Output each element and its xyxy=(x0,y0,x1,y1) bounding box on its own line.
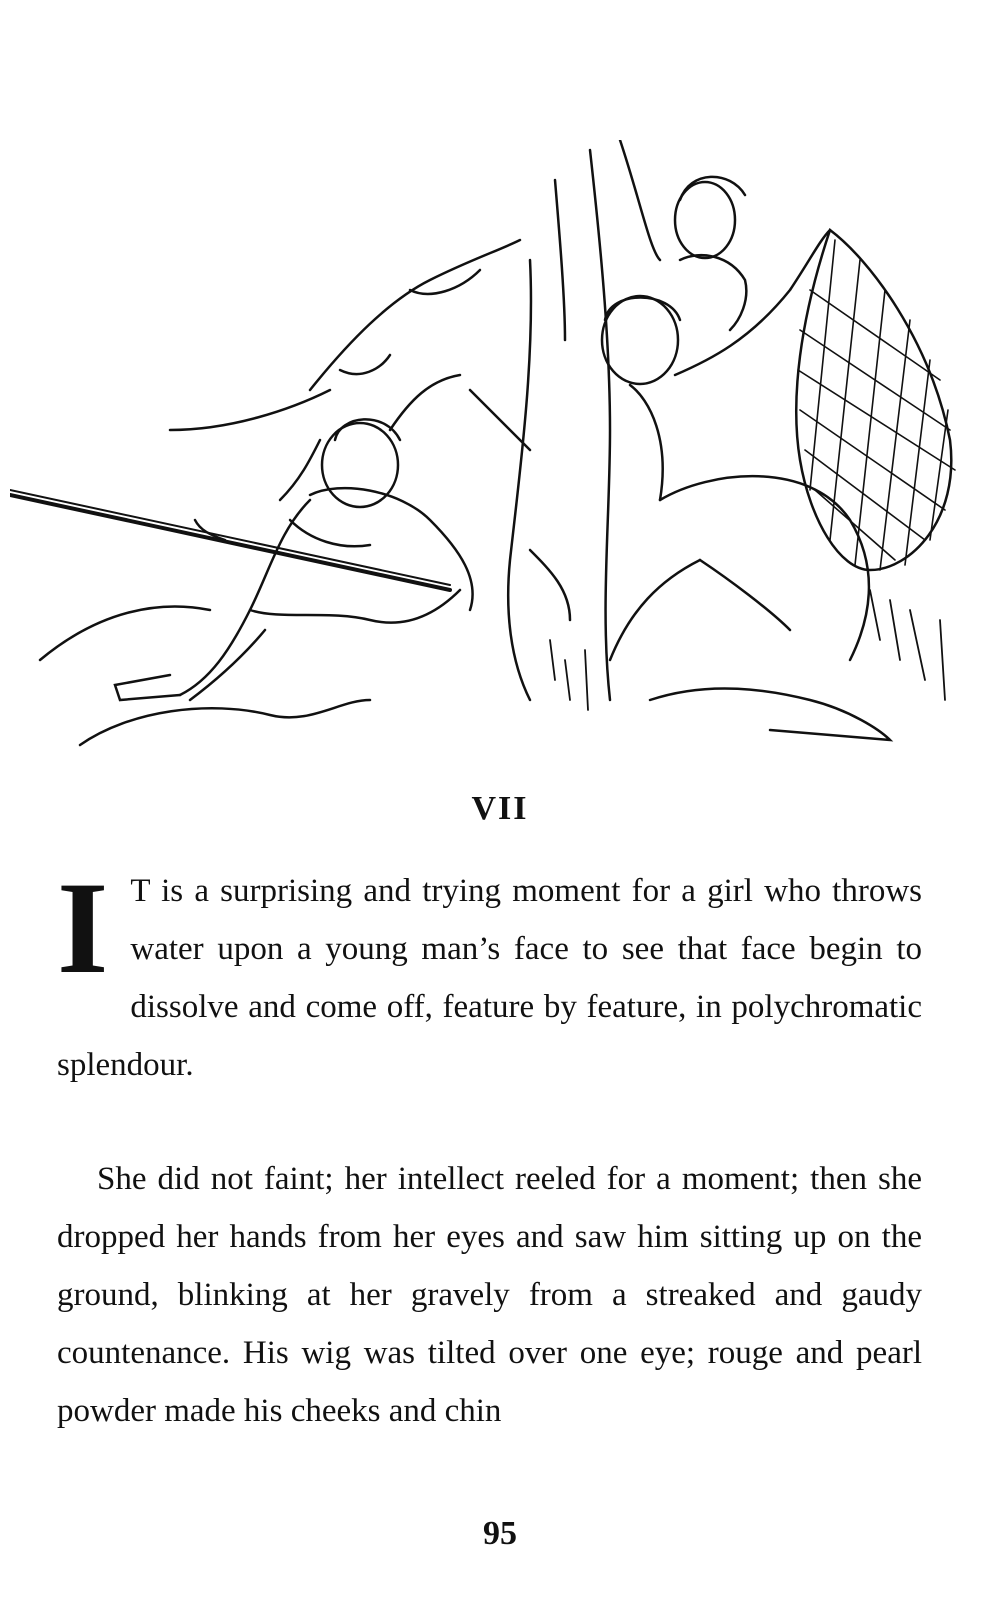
reclining-man xyxy=(115,419,473,700)
foliage xyxy=(170,240,530,500)
woman-with-net xyxy=(602,230,890,740)
paragraph-2: She did not faint; her intellect reeled for a moment; then she dropped her hands from her eyes and saw him sitting up on the ground, blinking at her gravely from a streaked and gaudy countenance. His wig was tilted over one eye; rouge and pearl powder made his cheeks and chin xyxy=(57,1161,922,1429)
illustration xyxy=(10,140,960,780)
paragraph-1 xyxy=(57,854,922,1094)
woman-peeking xyxy=(675,177,746,330)
page-number: 95 xyxy=(483,1515,517,1552)
drop-cap: I xyxy=(57,854,109,1001)
ground-line xyxy=(40,607,210,660)
paragraph-1-text: T is a surprising and trying moment for a girl who throws water upon a young man’s face to see that face begin to dissolve and come off, feature by feature, in polychromatic splendour. xyxy=(57,873,922,1083)
net xyxy=(796,230,955,570)
chapter-heading: VII xyxy=(471,790,529,827)
tree-trunk xyxy=(508,140,660,700)
fishing-rod xyxy=(10,495,450,590)
